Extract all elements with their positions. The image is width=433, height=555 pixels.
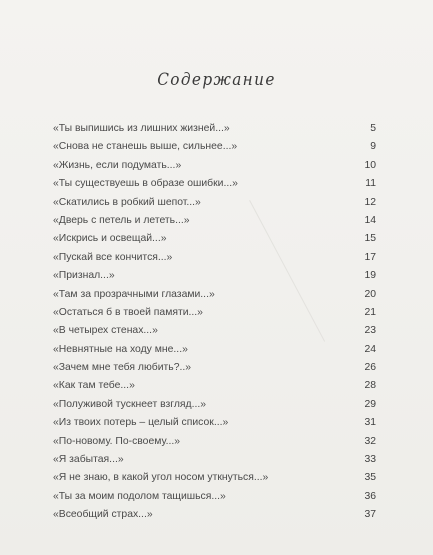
toc-entry-title: «Дверь с петель и лететь...» <box>53 214 190 226</box>
toc-entry-page: 33 <box>364 454 376 466</box>
toc-entry-page: 32 <box>364 435 376 447</box>
toc-entry <box>53 491 376 509</box>
toc-entry <box>53 454 376 472</box>
toc-entry-page: 24 <box>364 343 376 355</box>
toc-entry-title: «Остаться б в твоей памяти...» <box>53 306 203 318</box>
toc-entry <box>53 270 376 288</box>
toc-entry <box>53 509 376 527</box>
toc-entry-title: «Скатились в робкий шепот...» <box>53 196 201 208</box>
toc-entry-page: 26 <box>364 362 376 374</box>
toc-entry <box>53 362 376 380</box>
toc-entry-page: 19 <box>364 270 376 282</box>
toc-entry <box>53 472 376 490</box>
toc-entry <box>53 289 376 307</box>
toc-entry-title: «Из твоих потерь – целый список...» <box>53 417 229 429</box>
toc-entry-title: «Ты выпишись из лишних жизней...» <box>53 123 230 134</box>
toc-entry-page: 28 <box>364 380 376 392</box>
toc-entry-title: «Ты за моим подолом тащишься...» <box>53 490 226 502</box>
toc-entry-title: «По-новому. По-своему...» <box>53 435 181 447</box>
toc-entry-title: «Зачем мне тебя любить?..» <box>53 362 192 374</box>
toc-entry-page: 10 <box>364 159 376 171</box>
toc-entry-page: 29 <box>364 398 376 410</box>
toc-entry <box>53 197 376 215</box>
toc-entry-title: «Я не знаю, в какой угол носом уткнуться...» <box>53 472 269 484</box>
toc-entry-title: «Как там тебе...» <box>53 380 135 392</box>
toc-entry <box>53 399 376 417</box>
toc-entry-page: 12 <box>364 196 376 208</box>
toc-entry-page: 20 <box>364 288 376 300</box>
toc-entry-title: «Жизнь, если подумать...» <box>53 159 182 171</box>
toc-entry <box>53 307 376 325</box>
toc-entry-title: «Признал...» <box>53 270 115 282</box>
toc-entry-page: 14 <box>364 214 376 226</box>
toc-entry-title: «Там за прозрачными глазами...» <box>53 288 215 300</box>
toc-entry <box>53 436 376 454</box>
toc-entry-page: 15 <box>364 233 376 245</box>
toc-entry-title: «Полуживой тускнеет взгляд...» <box>53 398 207 410</box>
toc-entry-title: «Искрись и освещай...» <box>53 233 167 245</box>
toc-entry-page: 35 <box>364 472 376 484</box>
toc-entry-page: 9 <box>370 141 376 153</box>
toc-entry <box>53 380 376 398</box>
toc-entry <box>53 344 376 362</box>
toc-entry <box>53 141 376 159</box>
toc-entry-page: 36 <box>364 490 376 502</box>
toc-entry-title: «Снова не станешь выше, сильнее...» <box>53 141 238 153</box>
toc-entry-page: 31 <box>364 417 376 429</box>
toc-entry-title: «Невнятные на ходу мне...» <box>53 343 188 355</box>
toc-entry <box>53 160 376 178</box>
toc-entry-title: «Пускай все кончится...» <box>53 251 173 263</box>
toc-entry-page: 37 <box>364 509 376 521</box>
toc-entry-title: «В четырех стенах...» <box>53 325 158 337</box>
toc-entry <box>53 417 376 435</box>
toc-entry-page: 11 <box>365 178 376 190</box>
toc-entry <box>53 178 376 196</box>
table-of-contents <box>53 123 376 528</box>
toc-entry-title: «Я забытая...» <box>53 454 124 466</box>
toc-entry <box>53 123 376 141</box>
toc-entry <box>53 215 376 233</box>
toc-entry-page: 23 <box>364 325 376 337</box>
toc-entry-page: 5 <box>370 123 376 134</box>
toc-entry <box>53 325 376 343</box>
toc-entry-page: 21 <box>364 306 376 318</box>
toc-entry-title: «Ты существуешь в образе ошибки...» <box>53 178 238 190</box>
toc-entry-page: 17 <box>364 251 376 263</box>
page-title: Содержание <box>157 70 276 90</box>
toc-entry-title: «Всеобщий страх...» <box>53 509 153 521</box>
toc-entry <box>53 252 376 270</box>
toc-entry <box>53 233 376 251</box>
